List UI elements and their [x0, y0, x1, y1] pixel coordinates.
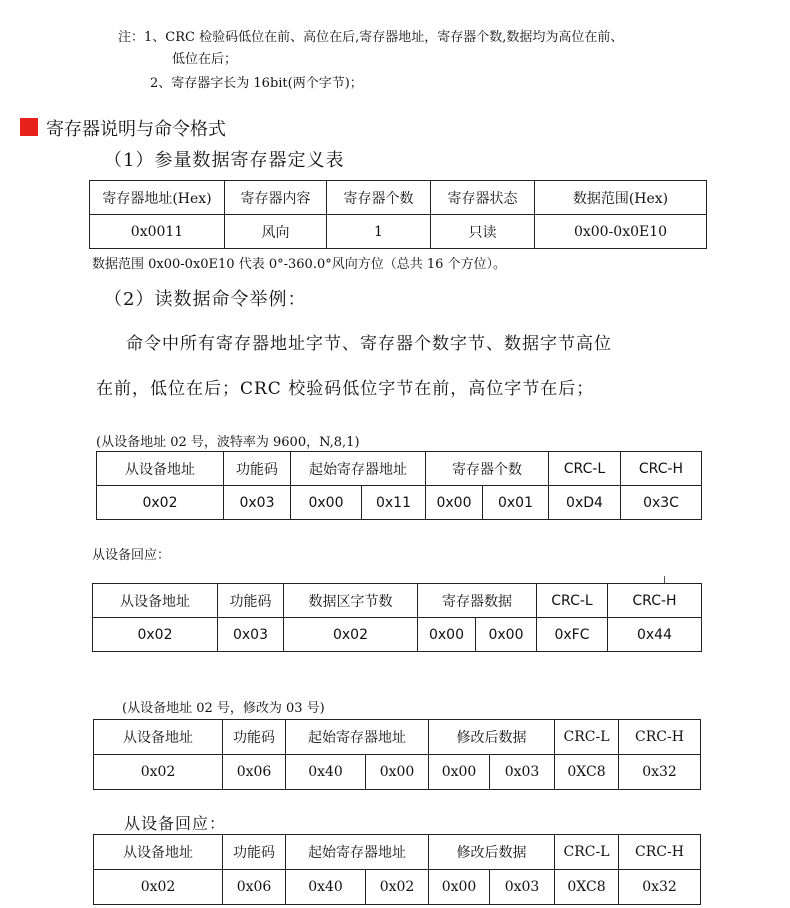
modify-command-caption: (从设备地址 02 号，修改为 03 号) [122, 701, 325, 716]
table-cell: 0x03 [490, 755, 555, 790]
header-cell: 功能码 [223, 720, 286, 755]
header-cell: CRC-L [537, 584, 608, 618]
note-line-1: 注：1、CRC 检验码低位在前、高位在后,寄存器地址，寄存器个数,数据均为高位在前、 [118, 30, 624, 45]
header-cell: 修改后数据 [429, 835, 555, 870]
header-cell: 起始寄存器地址 [286, 720, 429, 755]
read-command-caption: (从设备地址 02 号，波特率为 9600，N,8,1) [96, 435, 360, 450]
header-cell: 寄存器内容 [225, 181, 327, 215]
header-cell: 寄存器个数 [426, 452, 549, 486]
header-cell: 功能码 [224, 452, 291, 486]
header-cell: 功能码 [218, 584, 284, 618]
table-cell: 0x00 [418, 618, 476, 652]
table-cell: 0x02 [97, 486, 224, 520]
table-cell: 0x11 [362, 486, 426, 520]
subsection-2-title: （2）读数据命令举例： [104, 289, 307, 310]
header-cell: CRC-L [549, 452, 621, 486]
paragraph-line-2: 在前，低位在后；CRC 校验码低位字节在前，高位字节在后； [96, 379, 595, 399]
header-cell: CRC-H [619, 835, 701, 870]
header-cell: 从设备地址 [93, 584, 218, 618]
table-cell: 0x01 [483, 486, 549, 520]
table-cell: 0x02 [94, 755, 223, 790]
header-cell: 从设备地址 [94, 720, 223, 755]
header-cell: 功能码 [223, 835, 286, 870]
section-title: 寄存器说明与命令格式 [46, 119, 226, 140]
table-cell: 0x32 [619, 870, 701, 905]
read-response-table [92, 583, 702, 652]
table-cell: 1 [327, 215, 431, 249]
header-cell: CRC-H [619, 720, 701, 755]
table-cell: 0x00 [366, 755, 429, 790]
table-cell: 0x40 [286, 870, 366, 905]
table-cell: 0x00-0x0E10 [535, 215, 707, 249]
table-cell: 0x03 [224, 486, 291, 520]
paragraph-line-1: 命令中所有寄存器地址字节、寄存器个数字节、数据字节高位 [126, 334, 612, 354]
header-cell: 寄存器数据 [418, 584, 537, 618]
subsection-1-title: （1）参量数据寄存器定义表 [104, 150, 345, 171]
table-cell: 0x00 [426, 486, 483, 520]
header-cell: CRC-L [555, 720, 619, 755]
section-marker-icon [20, 118, 38, 136]
modify-response-table [93, 834, 701, 905]
table-cell: 0x06 [223, 870, 286, 905]
header-cell: 数据区字节数 [284, 584, 418, 618]
table-cell: 0x02 [366, 870, 429, 905]
table-cell: 0x00 [291, 486, 362, 520]
header-cell: 修改后数据 [429, 720, 555, 755]
table-cell: 0xFC [537, 618, 608, 652]
table-cell: 0x02 [94, 870, 223, 905]
header-cell: 寄存器地址(Hex) [90, 181, 225, 215]
table-cell: 0x0011 [90, 215, 225, 249]
table-cell: 0xD4 [549, 486, 621, 520]
table-cell: 0x00 [429, 755, 490, 790]
read-command-table [96, 451, 702, 520]
register-definition-table [89, 180, 707, 249]
header-cell: 从设备地址 [94, 835, 223, 870]
table-cell: 0x02 [284, 618, 418, 652]
header-cell: CRC-H [608, 584, 702, 618]
note-line-2: 2、寄存器字长为 16bit(两个字节)； [150, 76, 363, 91]
header-cell: 起始寄存器地址 [291, 452, 426, 486]
header-cell: CRC-L [555, 835, 619, 870]
table-cell: 0x03 [490, 870, 555, 905]
header-cell: 起始寄存器地址 [286, 835, 429, 870]
header-cell: 数据范围(Hex) [535, 181, 707, 215]
read-response-caption: 从设备回应： [92, 548, 171, 563]
header-cell: 寄存器个数 [327, 181, 431, 215]
table-cell: 风向 [225, 215, 327, 249]
table-cell: 0XC8 [555, 755, 619, 790]
table-cell: 0x3C [621, 486, 702, 520]
table-cell: 0x32 [619, 755, 701, 790]
table-cell: 0x06 [223, 755, 286, 790]
table-cell: 0XC8 [555, 870, 619, 905]
table-cell: 0x03 [218, 618, 284, 652]
modify-command-table [93, 719, 701, 790]
table-cell: 0x44 [608, 618, 702, 652]
header-cell: 从设备地址 [97, 452, 224, 486]
table-cell: 0x00 [429, 870, 490, 905]
table-cell: 0x00 [476, 618, 537, 652]
table-cell: 0x40 [286, 755, 366, 790]
header-cell: 寄存器状态 [431, 181, 535, 215]
range-note: 数据范围 0x00-0x0E10 代表 0°-360.0°风向方位（总共 16 个方位）。 [92, 257, 507, 272]
header-cell: CRC-H [621, 452, 702, 486]
note-line-1-cont: 低位在后； [172, 52, 238, 67]
modify-response-caption: 从设备回应： [124, 814, 227, 833]
table-cell: 0x02 [93, 618, 218, 652]
table-cell: 只读 [431, 215, 535, 249]
